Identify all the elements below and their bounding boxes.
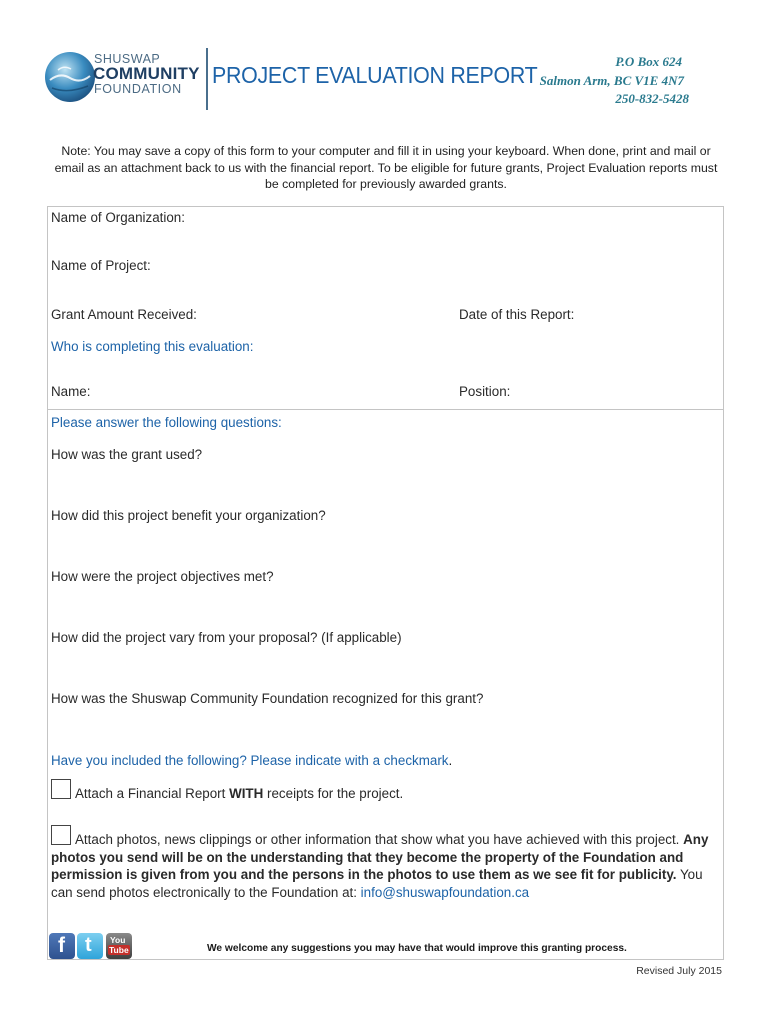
address-po-box: P.O Box 624: [615, 54, 682, 69]
twitter-glyph: t: [85, 934, 92, 956]
logo-text-shuswap: SHUSWAP: [94, 52, 161, 66]
checklist-heading: [51, 753, 452, 768]
foundation-logo: [44, 50, 204, 106]
financial-report-text-1: Attach a Financial Report: [75, 786, 230, 801]
facebook-glyph: f: [58, 934, 65, 957]
photos-text-after: You can send photos electronically to the Foundation at:: [51, 867, 703, 900]
financial-report-item: [75, 786, 403, 801]
project-name-label: Name of Project:: [51, 258, 151, 273]
financial-report-text-2: receipts for the project.: [263, 786, 404, 801]
twitter-icon[interactable]: [77, 933, 103, 959]
logo-text-community: COMMUNITY: [93, 64, 200, 83]
financial-report-checkbox[interactable]: [51, 779, 71, 799]
photos-text-bold: Any photos you send will be on the understanding that they become the property of the Foundation and permission is given from you and the persons in the photos to use them as we see fit for publicity.: [51, 832, 709, 882]
youtube-glyph-line2: Tube: [109, 945, 129, 955]
address-city: Salmon Arm, BC V1E 4N7: [539, 73, 684, 88]
checklist-heading-text: Have you included the following? Please indicate with a checkmark: [51, 753, 449, 768]
question-objectives-met: How were the project objectives met?: [51, 569, 274, 584]
address-phone: 250-832-5428: [615, 91, 689, 106]
photos-text-plain: Attach photos, news clippings or other information that show what you have achieved with this project.: [75, 832, 684, 847]
suggestions-note: We welcome any suggestions you may have that would improve this granting process.: [207, 943, 627, 954]
facebook-icon[interactable]: [49, 933, 75, 959]
photos-item: [51, 831, 721, 901]
youtube-glyph-line1: You: [110, 935, 126, 945]
questions-heading: Please answer the following questions:: [51, 415, 282, 430]
organization-name-label: Name of Organization:: [51, 210, 185, 225]
instructions-note: Note: You may save a copy of this form to your computer and fill it in using your keyboard. When done, print and mail or email as an attachment back to us with the financial report. To be eligible for future grants, Project Evaluation reports must be completed for previously awarded grants.: [54, 144, 718, 191]
revision-date: Revised July 2015: [636, 965, 722, 977]
question-project-vary: How did the project vary from your proposal? (If applicable): [51, 630, 402, 645]
foundation-email-link[interactable]: info@shuswapfoundation.ca: [360, 884, 530, 900]
position-label: Position:: [459, 384, 511, 399]
completing-evaluation-heading: Who is completing this evaluation:: [51, 339, 254, 354]
form-section-divider: [47, 409, 724, 410]
page-title: PROJECT EVALUATION REPORT: [212, 62, 538, 88]
name-label: Name:: [51, 384, 91, 399]
report-date-label: Date of this Report:: [459, 307, 575, 322]
youtube-icon[interactable]: [106, 933, 132, 959]
question-foundation-recognized: How was the Shuswap Community Foundation recognized for this grant?: [51, 691, 484, 706]
grant-amount-label: Grant Amount Received:: [51, 307, 197, 322]
checklist-heading-period: .: [448, 753, 453, 768]
question-project-benefit: How did this project benefit your organization?: [51, 508, 326, 523]
header-divider: [206, 48, 208, 110]
question-grant-used: How was the grant used?: [51, 447, 203, 462]
financial-report-with: WITH: [229, 786, 264, 801]
logo-text-foundation: FOUNDATION: [94, 82, 182, 96]
